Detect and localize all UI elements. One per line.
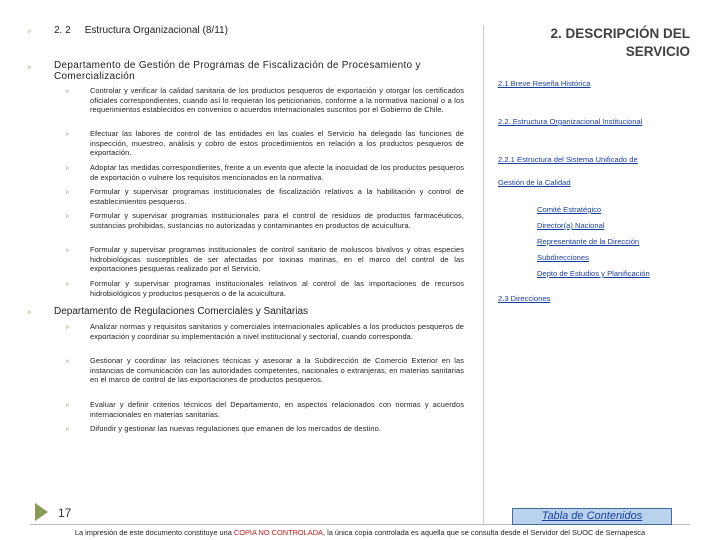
bullet-icon: ▹ [66,247,70,254]
bullet-icon: ▹ [66,88,70,95]
list-item [66,322,464,341]
sidebar-link-sistema-unificado[interactable]: 2.2.1 Estructura del Sistema Unificado de [498,155,638,164]
bullet-icon: ▹ [66,189,70,196]
heading-text: Estructura Organizacional (8/11) [84,25,228,36]
list-item-text: Formular y supervisar programas institucionales de control sanitario de moluscos bivalvos y otras especies hidrobiológicas susceptibles de ser afectadas por toxinas marinas, en el marco del control de las exportaciones pesqueras realizado por el Servicio. [90,245,464,274]
list-item-text: Efectuar las labores de control de las entidades en las cuales el Servicio ha delegado las funciones de inspección, muestreo, análisis y cobro de estos procedimientos en relación a los productos pesqueros de exportación. [90,129,464,158]
toc-button[interactable]: Tabla de Contenidos [512,508,672,525]
bullet-icon: ▹ [66,131,70,138]
sidebar-link-representante[interactable]: Representante de la Dirección [537,237,640,246]
list-item-text: Difundir y gestionar las nuevas regulaciones que emanen de los mercados de destino. [90,424,381,433]
list-item [66,163,464,182]
bullet-icon: ▹ [66,358,70,365]
bullet-icon: ▹ [66,281,70,288]
list-item-text: Evaluar y definir criterios técnicos del Departamento, en aspectos relacionados con normas y acuerdos internacionales en materias sanitarias. [90,400,464,419]
footer-text-end: , la única copia controlada es aquella que se consulta desde el Servidor del SUOC de Sernapesca [323,528,646,537]
list-item [66,356,464,385]
bullet-icon: ▹ [66,213,70,220]
bullet-icon: ▹ [66,426,70,433]
list-item [66,245,464,274]
section-heading [30,25,228,36]
sidebar-link-direcciones[interactable]: 2.3 Direcciones [498,294,551,303]
column-divider [483,25,484,525]
slide-title: 2. DESCRIPCIÓN DEL SERVICIO [550,26,690,59]
sidebar-link-estudios[interactable]: Depto de Estudios y Planificación [537,269,650,278]
bullet-icon: ▹ [66,165,70,172]
bullet-icon: ▹ [28,28,32,35]
list-item-text: Formular y supervisar programas institucionales relativos al control de las importaciones de recursos hidrobiológicos y productos pesqueros o de la acuicultura. [90,279,464,298]
sidebar-link-gestion-calidad[interactable]: Gestión de la Calidad [498,178,571,187]
footer-notice [0,528,720,537]
list-item [66,86,464,115]
sidebar-link-director[interactable]: Director(a) Nacional [537,221,605,230]
page-number: 17 [58,506,72,520]
list-item [66,211,464,230]
list-item-text: Formular y supervisar programas institucionales para el control de residuos de productos farmacéuticos, sustancias prohibidas, sustancias no autorizadas y contaminantes en productos de acuicultura. [90,211,464,230]
page-arrow-icon [35,503,48,521]
bullet-icon: ▹ [66,402,70,409]
list-item [66,424,464,434]
list-item-text: Gestionar y coordinar las relaciones técnicas y asesorar a la Subdirección de Comercio Exterior en las instancias de comunicación con las autoridades competentes, nacionales o extranjeras, en materias sanitarias en el marco de control de las exportaciones de productos pesqueros. [90,356,464,385]
list-item-text: Analizar normas y requisitos sanitarios y comerciales internacionales aplicables a los productos pesqueros de exportación y coordinar su implementación a nivel institucional y sectorial, cuando corresponda. [90,322,464,341]
list-item [66,400,464,419]
sidebar-link-estructura[interactable]: 2.2. Estructura Organizacional Institucional [498,117,643,126]
sidebar-link-historia[interactable]: 2.1 Breve Reseña Histórica [498,79,591,88]
dept1-heading [30,60,468,82]
sidebar-link-comite[interactable]: Comité Estratégico [537,205,602,214]
heading-number: 2. 2 [54,25,71,36]
list-item-text: Formular y supervisar programas institucionales de fiscalización relativos a la habilitación y control de establecimientos pesqueros. [90,187,464,206]
list-item [66,129,464,158]
list-item [66,279,464,298]
dept2-heading [30,306,308,317]
bullet-icon: ▹ [28,309,32,316]
sidebar-link-subdirecciones[interactable]: Subdirecciones [537,253,589,262]
bullet-icon: ▹ [28,64,32,71]
bullet-icon: ▹ [66,324,70,331]
footer-highlight: COPIA NO CONTROLADA [233,528,323,537]
list-item [66,187,464,206]
dept1-title: Departamento de Gestión de Programas de Fiscalización de Procesamiento y Comercialización [54,60,421,82]
footer-text: La impresión de este documento constituye una [74,528,234,537]
list-item-text: Controlar y verificar la calidad sanitaria de los productos pesqueros de exportación y otorgar los certificados oficiales correspondientes, cuando así lo requieran los peticionarios, conforme a la normativa nacional o a los requerimientos establecidos en convenios o acuerdos internacionales suscritos por el Gobierno de Chile. [90,86,464,115]
list-item-text: Adoptar las medidas correspondientes, frente a un evento que afecte la inocuidad de los productos pesqueros de exportación o vulnere los requisitos mencionados en la normativa. [90,163,464,182]
dept2-title: Departamento de Regulaciones Comerciales y Sanitarias [54,306,309,317]
